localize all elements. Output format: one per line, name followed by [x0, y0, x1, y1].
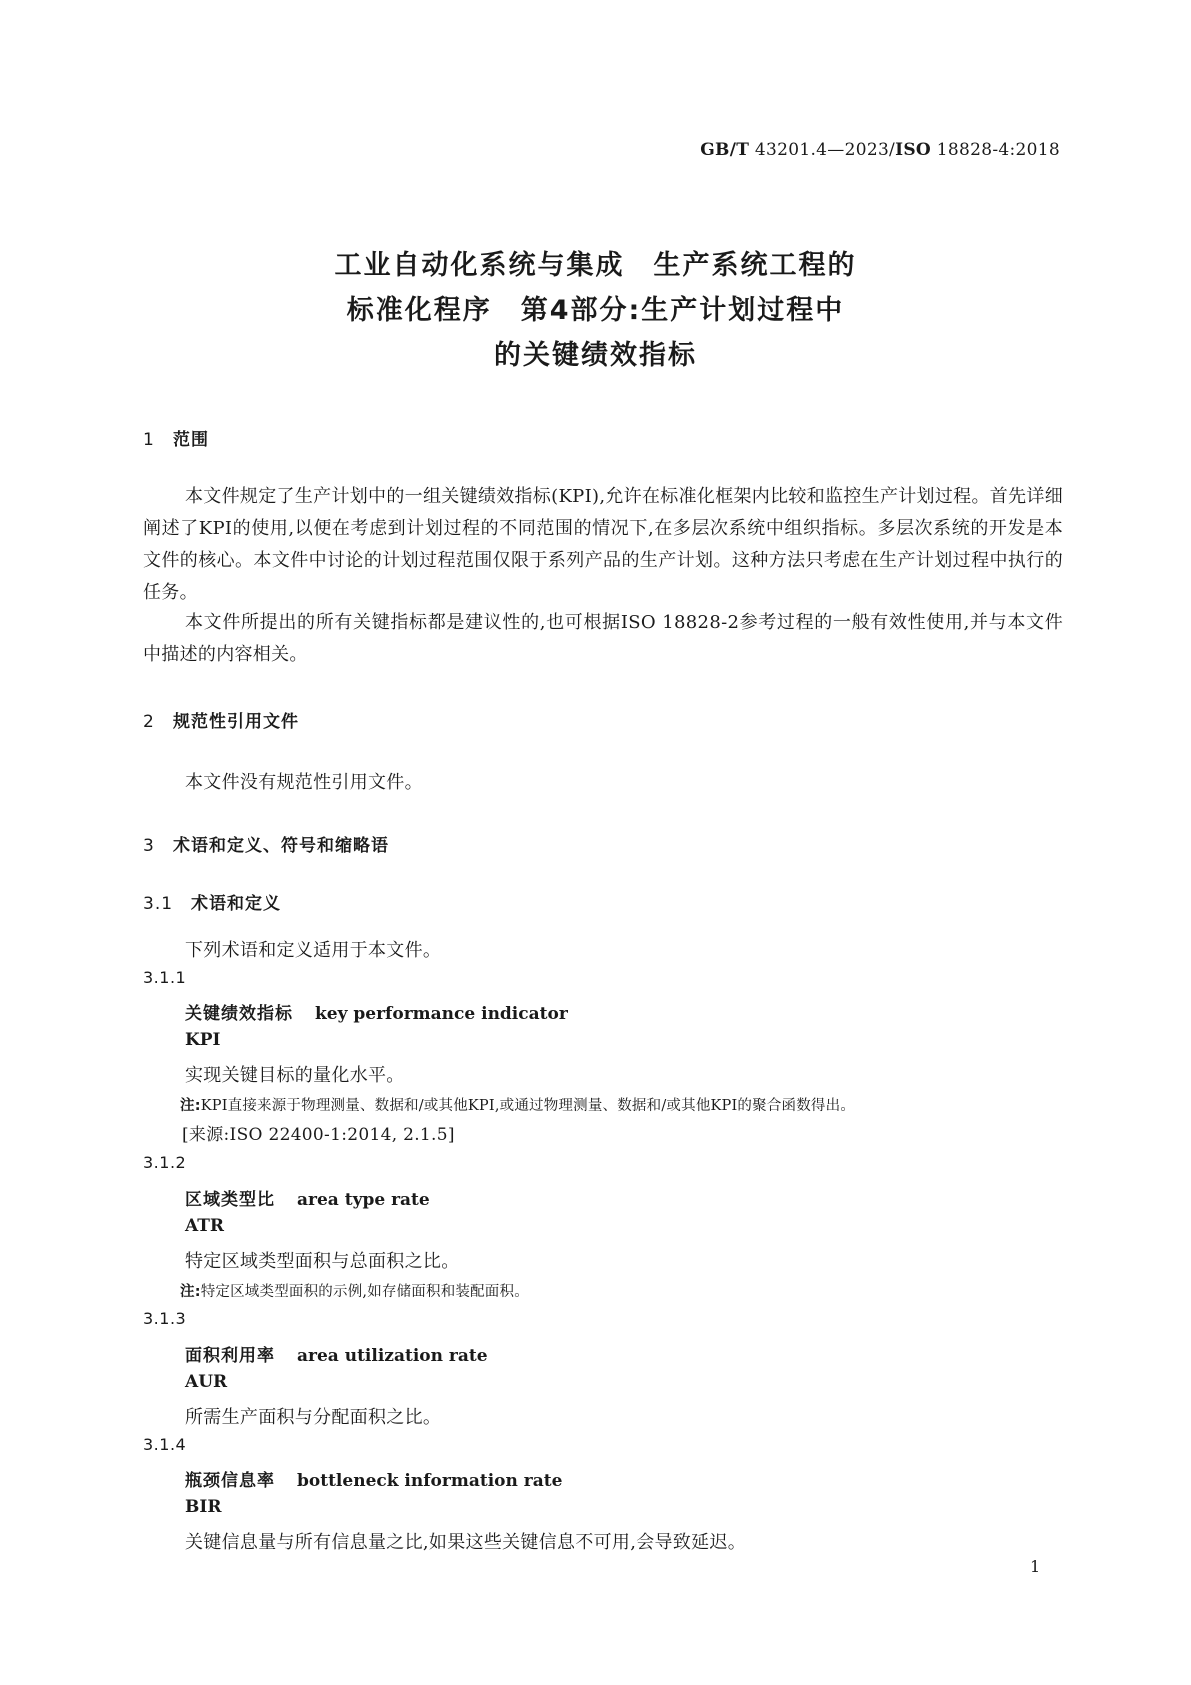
section-2-text: 本文件没有规范性引用文件。 [185, 772, 423, 793]
term-1-note-text: KPI直接来源于物理测量、数据和/或其他KPI,或通过物理测量、数据和/或其他KPI的聚合函数得出。 [200, 1098, 856, 1114]
term-3-abbr: AUR [185, 1372, 228, 1392]
doc-code-number: 43201.4—2023/ [754, 140, 896, 160]
term-2-en: area type rate [297, 1190, 430, 1210]
term-4-definition: 关键信息量与所有信息量之比,如果这些关键信息不可用,会导致延迟。 [185, 1532, 747, 1553]
document-code [640, 140, 1060, 160]
section-2-heading [143, 707, 299, 732]
section-1-number: 1 [143, 430, 155, 450]
term-2-number: 3.1.2 [143, 1153, 187, 1172]
term-1-en: key performance indicator [315, 1004, 568, 1024]
term-4-zh: 瓶颈信息率 [185, 1471, 275, 1491]
doc-code-prefix: GB/T [700, 140, 750, 160]
term-3-number: 3.1.3 [143, 1309, 187, 1328]
section-1-paragraph-1: 本文件规定了生产计划中的一组关键绩效指标(KPI),允许在标准化框架内比较和监控生产计划过程。首先详细阐述了KPI的使用,以便在考虑到计划过程的不同范围的情况下,在多层次系统中组织指标。多层次系统的开发是本文件的核心。本文件中讨论的计划过程范围仅限于系列产品的生产计划。这种方法只考虑在生产计划过程中执行的任务。 [143, 486, 1063, 603]
section-3-1-title: 术语和定义 [191, 894, 281, 914]
section-2-number: 2 [143, 712, 155, 732]
document-title-line-3: 的关键绩效指标 [494, 340, 697, 371]
term-3-definition: 所需生产面积与分配面积之比。 [185, 1407, 442, 1428]
term-1-definition: 实现关键目标的量化水平。 [185, 1065, 405, 1086]
section-3-1-number: 3.1 [143, 894, 174, 914]
document-title-line-2: 标准化程序 第4部分:生产计划过程中 [346, 295, 845, 326]
term-3-en: area utilization rate [297, 1346, 488, 1366]
term-1-zh: 关键绩效指标 [185, 1004, 293, 1024]
term-4-number: 3.1.4 [143, 1435, 187, 1454]
term-1-note-label: 注: [180, 1098, 201, 1114]
term-2-note [180, 1280, 529, 1301]
term-3-name [185, 1341, 488, 1366]
term-1-name [185, 999, 568, 1024]
term-3-zh: 面积利用率 [185, 1346, 275, 1366]
term-2-zh: 区域类型比 [185, 1190, 275, 1210]
section-3-heading [143, 831, 389, 856]
term-2-definition: 特定区域类型面积与总面积之比。 [185, 1251, 460, 1272]
term-2-note-label: 注: [180, 1284, 201, 1300]
term-4-name [185, 1466, 562, 1491]
section-2-title: 规范性引用文件 [173, 712, 299, 732]
doc-code-iso: ISO [895, 140, 932, 160]
section-1-heading [143, 425, 209, 450]
section-1-paragraph-2: 本文件所提出的所有关键指标都是建议性的,也可根据ISO 18828-2参考过程的一般有效性使用,并与本文件中描述的内容相关。 [143, 612, 1063, 665]
term-2-abbr: ATR [185, 1216, 225, 1236]
term-4-abbr: BIR [185, 1497, 222, 1517]
doc-code-iso-number: 18828-4:2018 [936, 140, 1060, 160]
term-2-note-text: 特定区域类型面积的示例,如存储面积和装配面积。 [200, 1284, 529, 1300]
section-3-number: 3 [143, 836, 155, 856]
term-1-abbr: KPI [185, 1030, 221, 1050]
term-1-number: 3.1.1 [143, 968, 187, 987]
term-1-source: [来源:ISO 22400-1:2014, 2.1.5] [182, 1125, 455, 1145]
section-3-1-heading [143, 889, 281, 914]
section-1-title: 范围 [173, 430, 209, 450]
term-2-name [185, 1185, 430, 1210]
section-3-title: 术语和定义、符号和缩略语 [173, 836, 389, 856]
section-3-1-intro: 下列术语和定义适用于本文件。 [185, 940, 442, 961]
term-1-note [180, 1094, 855, 1115]
page-number: 1 [1030, 1557, 1041, 1576]
term-4-en: bottleneck information rate [297, 1471, 563, 1491]
document-title-line-1: 工业自动化系统与集成 生产系统工程的 [334, 250, 857, 281]
